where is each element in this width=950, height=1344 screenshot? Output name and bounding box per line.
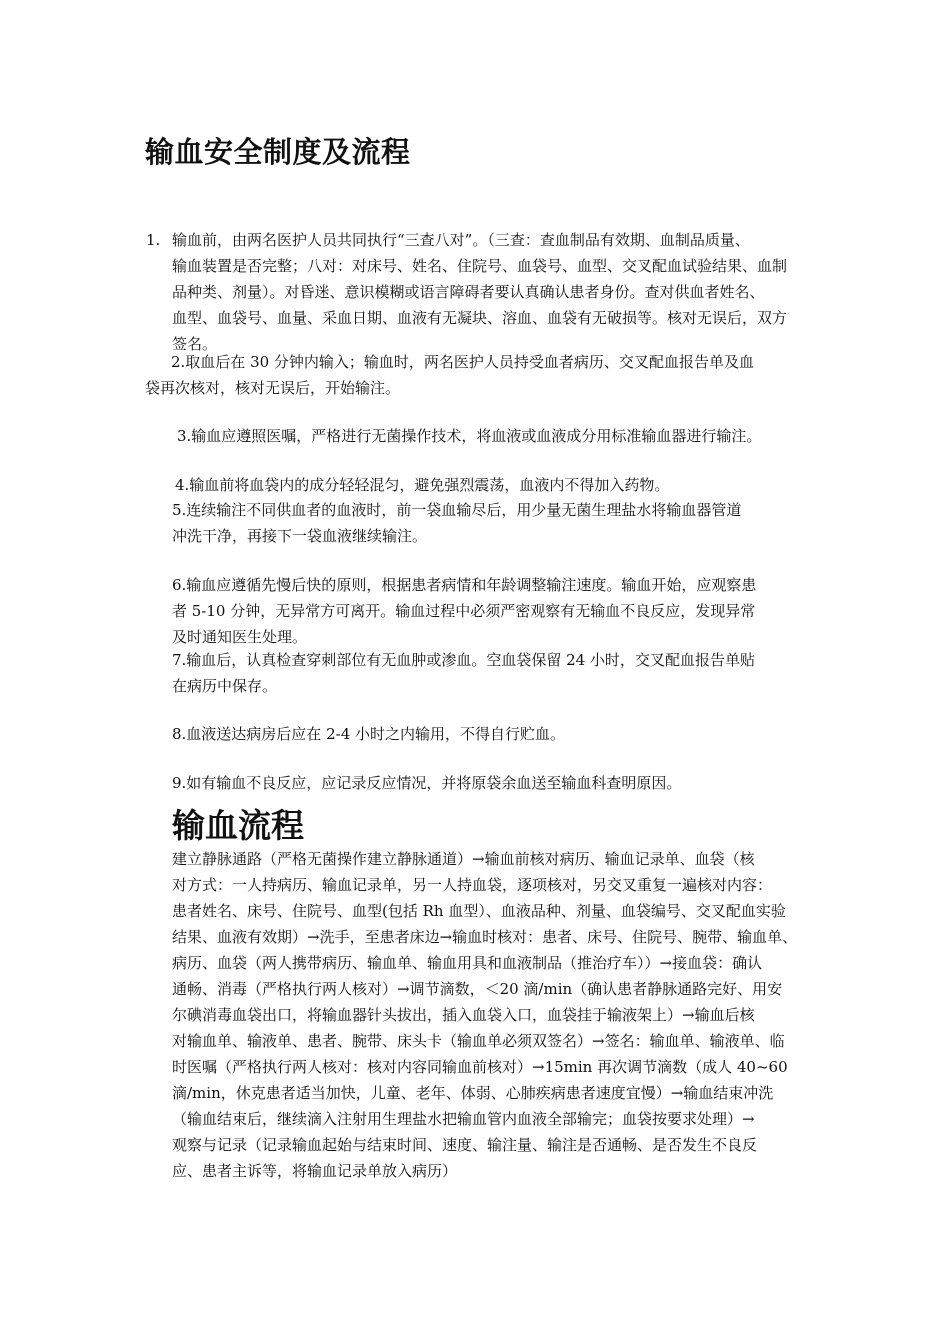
list-item-6-line: 6.输血应遵循先慢后快的原则，根据患者病情和年龄调整输注速度。输血开始，应观察患 (172, 576, 757, 594)
list-item-1-line: 输血装置是否完整；八对：对床号、姓名、住院号、血袋号、血型、交叉配血试验结果、血制 (172, 257, 788, 275)
list-item-1 (172, 227, 787, 357)
section-title-flow: 输血流程 (172, 806, 304, 845)
list-item-9 (172, 770, 681, 796)
list-item-6 (172, 572, 756, 650)
list-item-7 (172, 647, 755, 699)
flow-line: 建立静脉通路（严格无菌操作建立静脉通道）→输血前核对病历、输血记录单、血袋（核 (172, 850, 755, 868)
flow-line: 通畅、消毒（严格执行两人核对）→调节滴数，＜20 滴/min（确认患者静脉通路完好、用安 (172, 980, 783, 998)
flow-line: 应、患者主诉等，将输血记录单放入病历） (172, 1162, 458, 1180)
flow-line: 尔碘消毒血袋出口，将输血器针头拔出，插入血袋入口，血袋挂于输液架上）→输血后核 (172, 1006, 755, 1024)
list-item-3-line: 3.输血应遵照医嘱，严格进行无菌操作技术，将血液或血液成分用标准输血器进行输注。 (177, 427, 762, 445)
flow-line: 观察与记录（记录输血起始与结束时间、速度、输注量、输注是否通畅、是否发生不良反 (172, 1136, 758, 1154)
flow-line: 患者姓名、床号、住院号、血型(包括 Rh 血型）、血液品种、剂量、血袋编号、交叉配血实验 (172, 902, 786, 920)
list-item-4-line: 4.输血前将血袋内的成分轻轻混匀，避免强烈震荡，血液内不得加入药物。 (175, 476, 670, 494)
list-item-4 (175, 472, 669, 498)
flow-line: 对方式：一人持病历、输血记录单，另一人持血袋，逐项核对，另交叉重复一遍核对内容： (172, 876, 773, 894)
list-item-9-line: 9.如有输血不良反应，应记录反应情况，并将原袋余血送至输血科查明原因。 (172, 774, 682, 792)
list-item-2-line: 2.取血后在 30 分钟内输入；输血时，两名医护人员持受血者病历、交叉配血报告单及血 (171, 353, 754, 371)
list-item-2 (145, 349, 754, 401)
list-item-7-line: 7.输血后，认真检查穿刺部位有无血肿或渗血。空血袋保留 24 小时，交叉配血报告单贴 (172, 651, 755, 669)
list-item-1-line: 血型、血袋号、血量、采血日期、血液有无凝块、溶血、血袋有无破损等。核对无误后，双方 (172, 309, 788, 327)
list-item-2-line: 袋再次核对，核对无误后，开始输注。 (145, 379, 401, 397)
list-item-3 (177, 423, 761, 449)
list-number-1: 1. (146, 231, 161, 249)
list-item-8 (172, 721, 565, 747)
list-item-6-line: 者 5-10 分钟，无异常方可离开。输血过程中必须严密观察有无输血不良反应，发现异常 (172, 602, 756, 620)
list-item-5-line: 冲洗干净，再接下一袋血液继续输注。 (172, 527, 428, 545)
document-title: 输血安全制度及流程 (145, 135, 411, 169)
list-item-7-line: 在病历中保存。 (172, 677, 278, 695)
flow-line: （输血结束后，继续滴入注射用生理盐水把输血管内血液全部输完；血袋按要求处理）→ (172, 1110, 755, 1128)
flow-paragraph (172, 846, 797, 1184)
list-item-6-line: 及时通知医生处理。 (172, 628, 308, 646)
flow-line: 结果、血液有效期）→洗手，至患者床边→输血时核对：患者、床号、住院号、腕带、输血单、 (172, 928, 798, 946)
list-item-5 (172, 497, 741, 549)
list-item-5-line: 5.连续输注不同供血者的血液时，前一袋血输尽后，用少量无菌生理盐水将输血器管道 (172, 501, 742, 519)
flow-line: 对输血单、输液单、患者、腕带、床头卡（输血单必须双签名）→签名：输血单、输液单、临 (172, 1032, 785, 1050)
list-item-1-line: 品种类、剂量）。对昏迷、意识模糊或语言障碍者要认真确认患者身份。查对供血者姓名、 (172, 283, 765, 301)
list-item-8-line: 8.血液送达病房后应在 2-4 小时之内输用，不得自行贮血。 (172, 725, 566, 743)
list-item-1-line: 签名。 (172, 335, 218, 353)
flow-line: 滴/min，休克患者适当加快，儿童、老年、体弱、心肺疾病患者速度宜慢）→输血结束冲洗 (172, 1084, 774, 1102)
flow-line: 时医嘱（严格执行两人核对：核对内容同输血前核对）→15min 再次调节滴数（成人 40~60 (172, 1058, 788, 1076)
flow-line: 病历、血袋（两人携带病历、输血单、输血用具和血液制品（推治疗车））→接血袋：确认 (172, 954, 763, 972)
list-item-1-line: 输血前，由两名医护人员共同执行“三查八对”。（三查：查血制品有效期、血制品质量、 (172, 231, 750, 249)
